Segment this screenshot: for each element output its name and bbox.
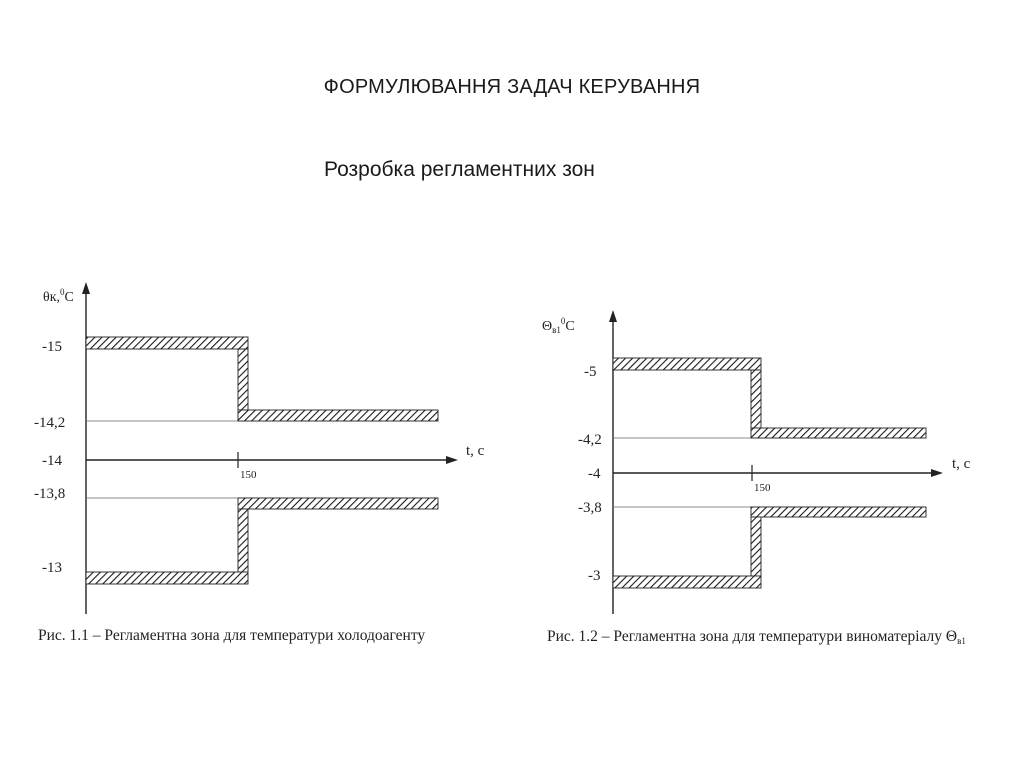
diagram-2 <box>542 310 971 646</box>
d1-y-axis-arrow <box>82 282 90 294</box>
d2-tick-label: -4 <box>588 466 601 482</box>
d1-upper-boundary <box>86 337 438 421</box>
d2-y-axis-arrow <box>609 310 617 322</box>
d1-tick-label: -13,8 <box>34 486 66 502</box>
slide-title: ФОРМУЛЮВАННЯ ЗАДАЧ КЕРУВАННЯ <box>323 76 701 98</box>
d1-x-axis-arrow <box>446 456 458 464</box>
d2-x-axis-label: t, с <box>952 456 971 472</box>
d1-y-axis-label: θк,$^0$C <box>43 287 74 305</box>
d2-tick-label: -3 <box>588 568 601 584</box>
d1-tick-label: -14,2 <box>34 415 66 431</box>
diagram-1 <box>34 282 485 644</box>
d1-caption: Рис. 1.1 – Регламентна зона для температури холодоагенту <box>38 627 426 644</box>
d1-x-axis-label: t, с <box>466 443 485 459</box>
slide-subtitle: Розробка регламентних зон <box>324 158 595 181</box>
d2-lower-boundary <box>613 507 926 588</box>
d2-upper-boundary <box>613 358 926 438</box>
d2-tick-label: -4,2 <box>578 432 602 448</box>
d2-y-axis-label: $\Theta_{в1}^0C$ <box>542 316 575 335</box>
d2-x-axis-arrow <box>931 469 943 477</box>
d2-tick-label: -5 <box>584 364 597 380</box>
d1-tick-label: -15 <box>42 339 62 355</box>
d2-caption: Рис. 1.2 – Регламентна зона для температури виноматеріалу Θв1 <box>547 628 966 646</box>
d1-tick-label: -14 <box>42 453 62 469</box>
d2-tick-label: -3,8 <box>578 500 602 516</box>
d1-tick-label: -13 <box>42 560 62 576</box>
d1-time-mark: 150 <box>240 469 257 481</box>
d1-lower-boundary <box>86 498 438 584</box>
d2-time-mark: 150 <box>754 482 771 494</box>
